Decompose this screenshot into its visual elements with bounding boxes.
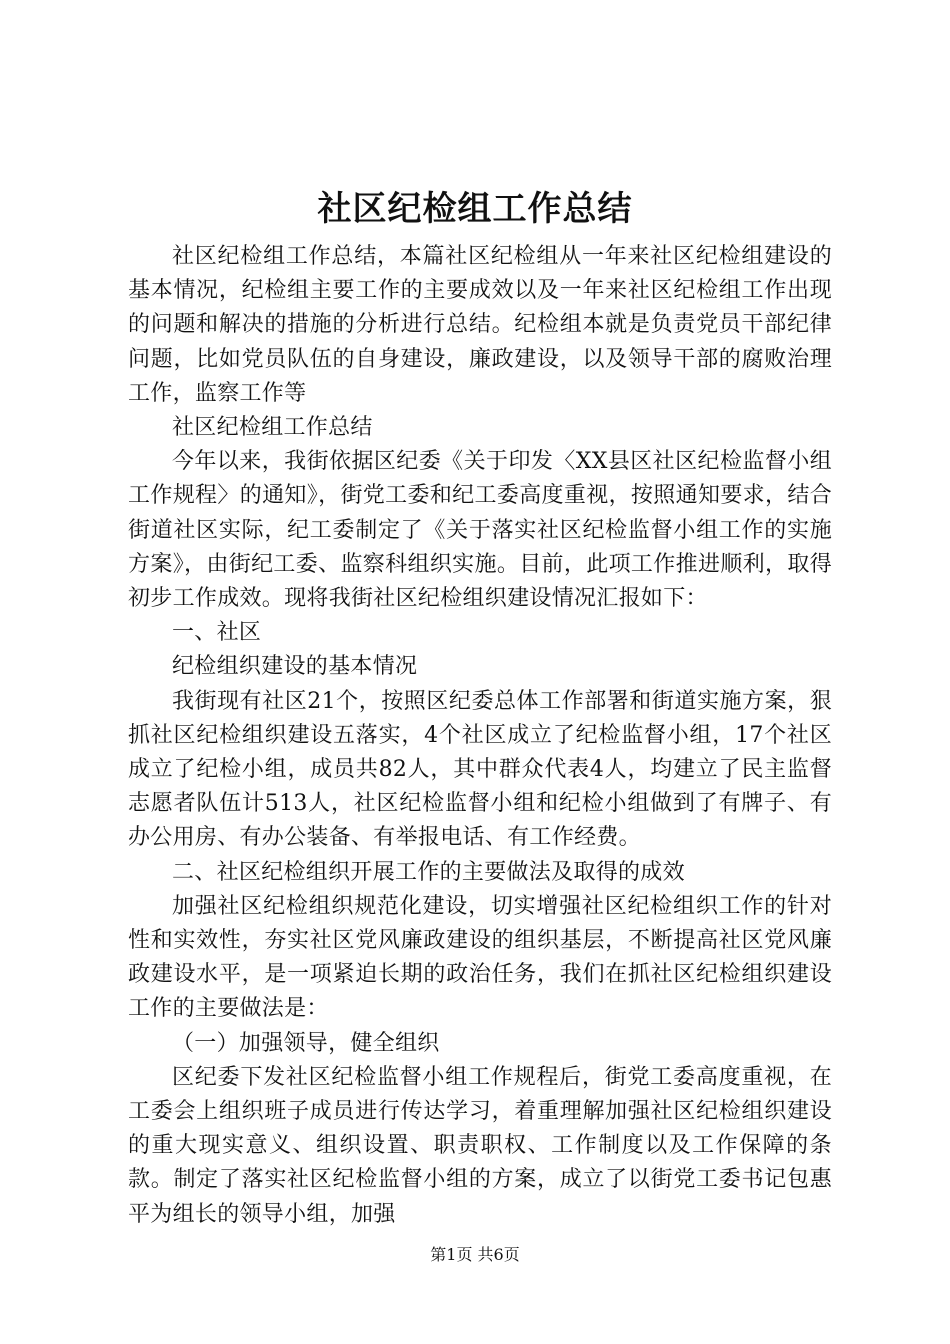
paragraph-overview: 今年以来，我街依据区纪委《关于印发〈XX县区社区纪检监督小组工作规程〉的通知》，街党工委和纪工委高度重视，按照通知要求，结合街道社区实际，纪工委制定了《关于落实社区纪检监督小组工作的实施方案》，由街纪工委、监察科组织实施。目前，此项工作推进顺利，取得初步工作成效。现将我街社区纪检组织建设情况汇报如下： — [128, 449, 832, 612]
document-title: 社区纪检组工作总结 — [317, 189, 633, 229]
subsection-heading-one: （一）加强领导，健全组织 — [172, 1030, 440, 1056]
paragraph-intro: 社区纪检组工作总结，本篇社区纪检组从一年来社区纪检组建设的基本情况，纪检组主要工作的主要成效以及一年来社区纪检组工作出现的问题和解决的措施的分析进行总结。纪检组本就是负责党员干部纪律问题，比如党员队伍的自身建设，廉政建设，以及领导干部的腐败治理工作，监察工作等 — [128, 244, 832, 406]
page-number-footer: 第1页 共6页 — [430, 1245, 520, 1264]
section-heading-one-continued: 纪检组织建设的基本情况 — [172, 654, 418, 680]
paragraph-subtitle: 社区纪检组工作总结 — [172, 415, 373, 441]
document-body — [128, 240, 832, 1232]
paragraph-main-practices: 加强社区纪检组织规范化建设，切实增强社区纪检组织工作的针对性和实效性，夯实社区党风廉政建设的组织基层，不断提高社区党风廉政建设水平，是一项紧迫长期的政治任务，我们在抓社区纪检组织建设工作的主要做法是： — [128, 893, 832, 1022]
paragraph-basic-situation: 我街现有社区21个，按照区纪委总体工作部署和街道实施方案，狠抓社区纪检组织建设五落实，4个社区成立了纪检监督小组，17个社区成立了纪检小组，成员共82人，其中群众代表4人，均建立了民主监督志愿者队伍计513人，社区纪检监督小组和纪检小组做到了有牌子、有办公用房、有办公装备、有举报电话、有工作经费。 — [128, 688, 832, 851]
paragraph-leadership: 区纪委下发社区纪检监督小组工作规程后，街党工委高度重视，在工委会上组织班子成员进行传达学习，着重理解加强社区纪检组织建设的重大现实意义、组织设置、职责职权、工作制度以及工作保障的条款。制定了落实社区纪检监督小组的方案，成立了以街党工委书记包惠平为组长的领导小组，加强 — [128, 1064, 832, 1227]
section-heading-one: 一、社区 — [172, 620, 262, 646]
section-heading-two: 二、社区纪检组织开展工作的主要做法及取得的成效 — [172, 859, 685, 885]
